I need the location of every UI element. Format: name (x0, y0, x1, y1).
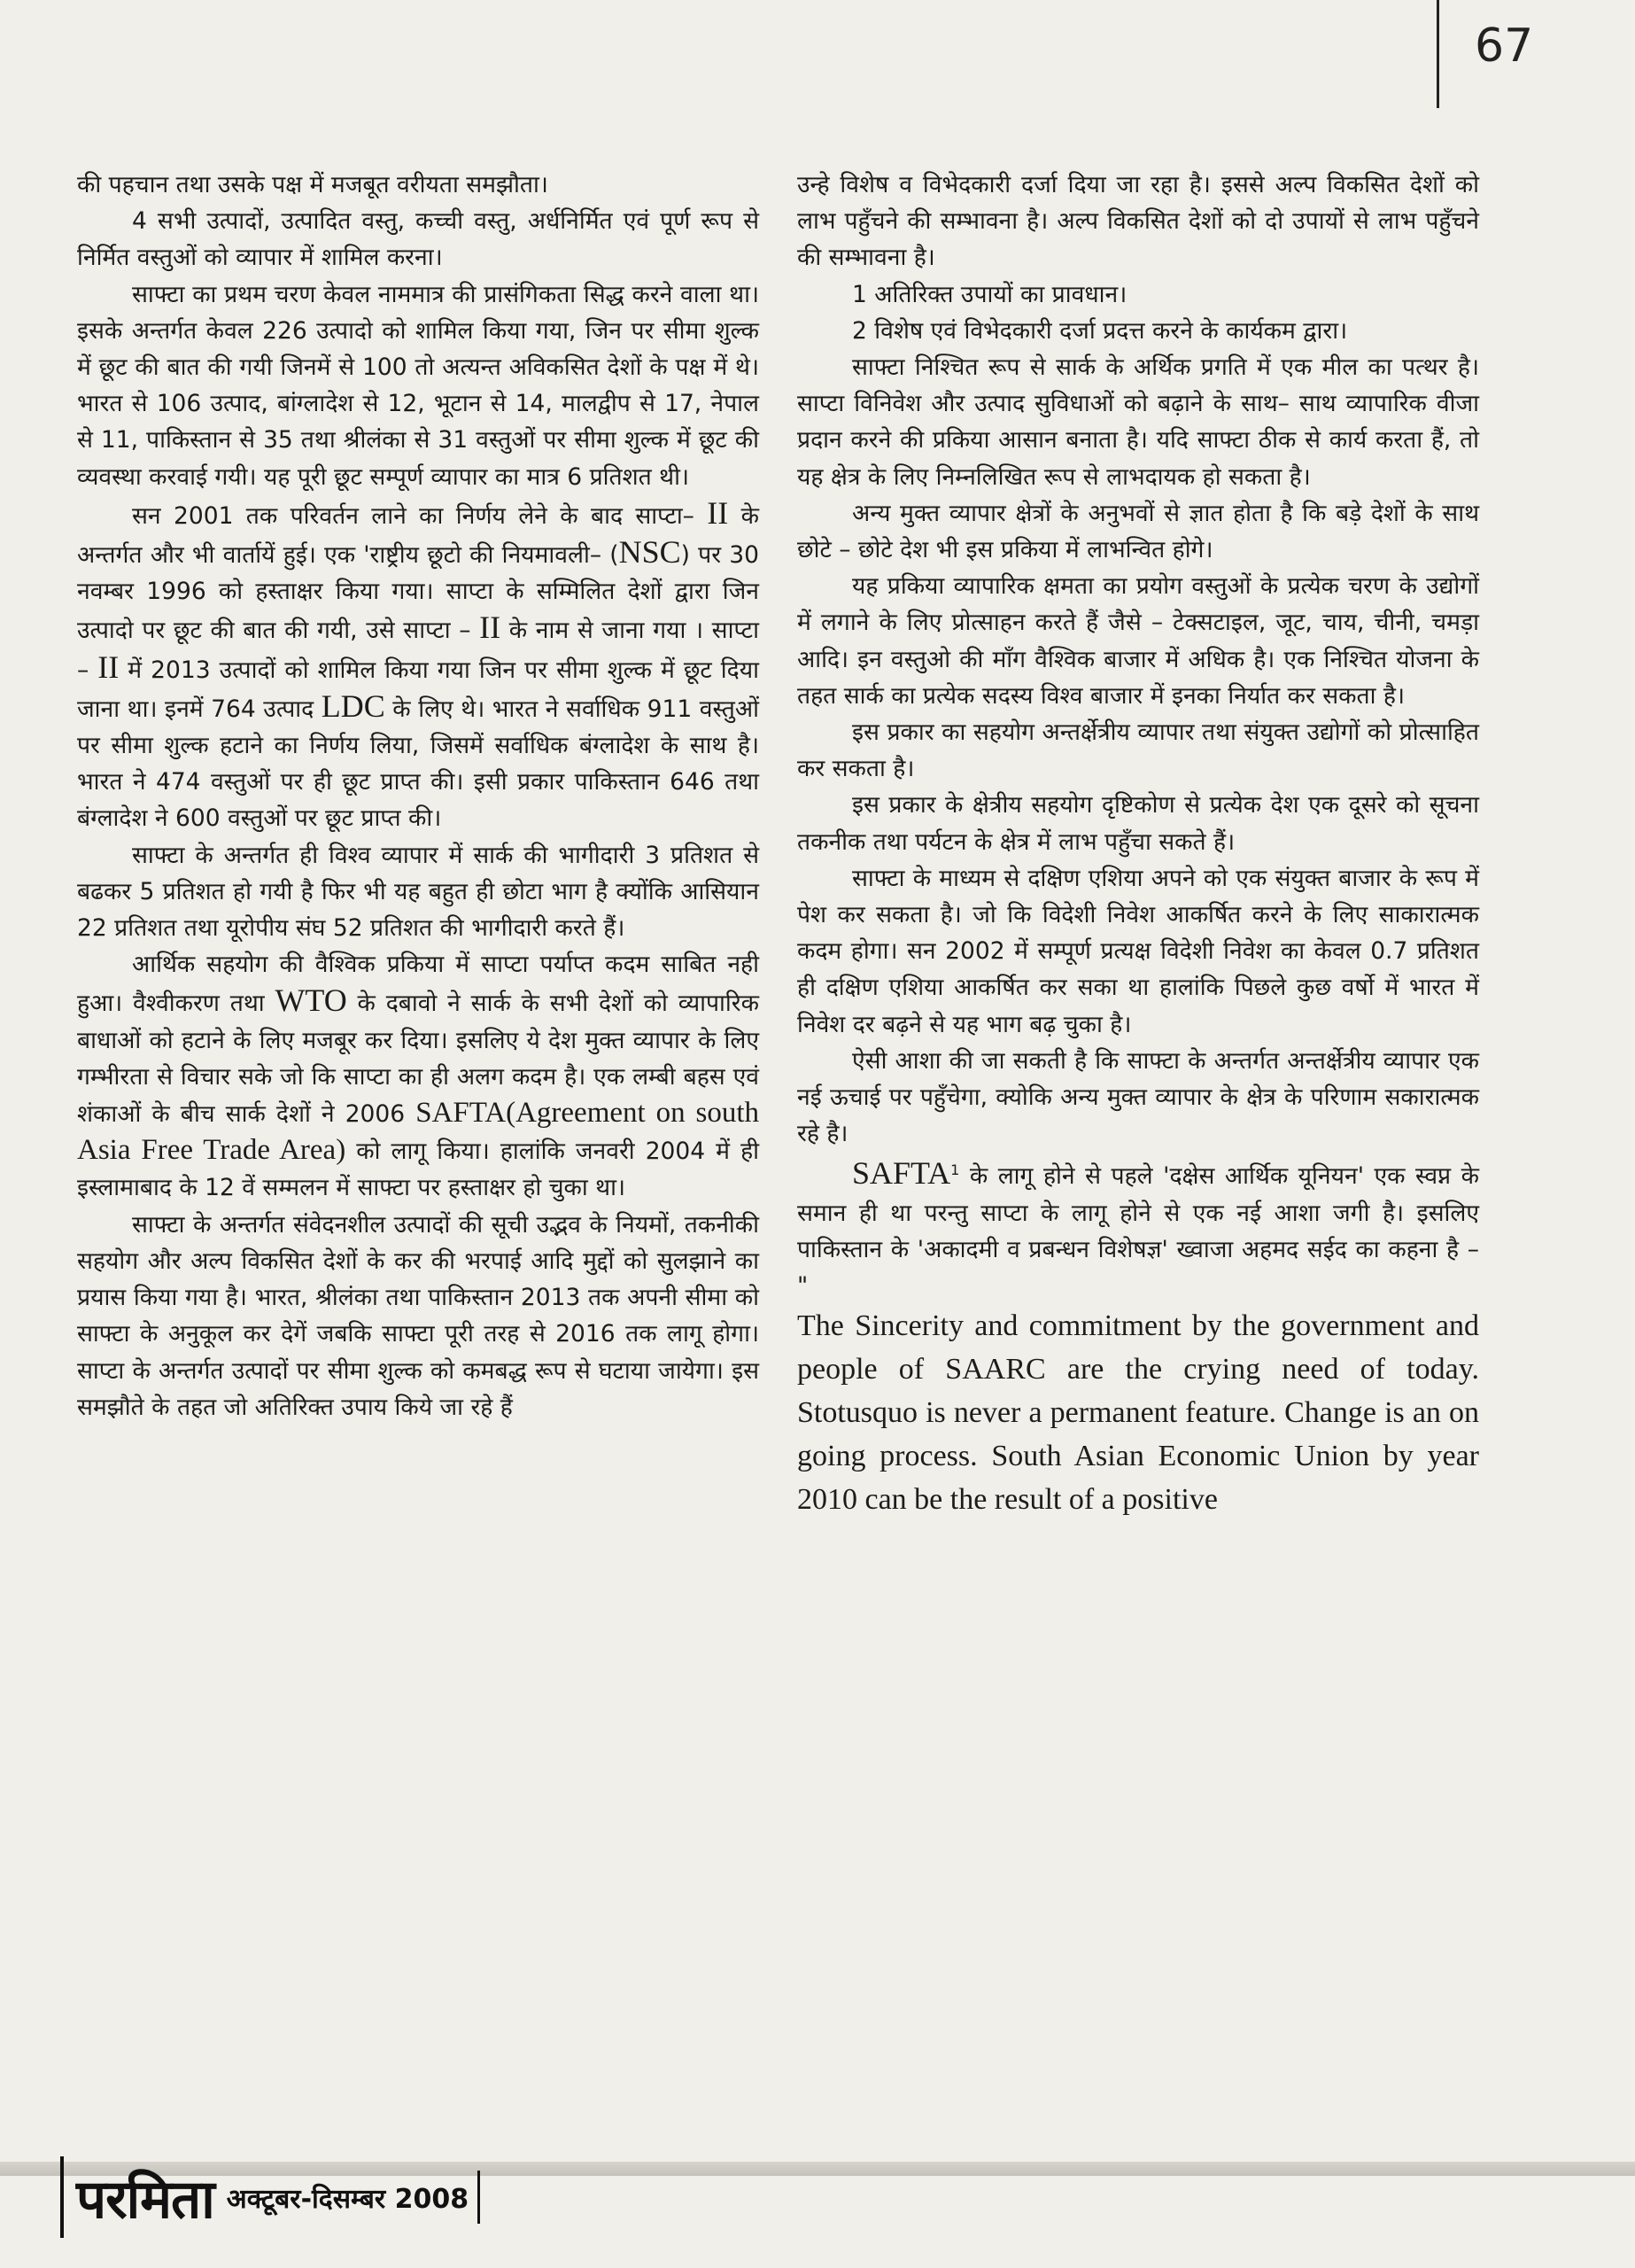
text-run: आर्थिक सहयोग की वैश्विक प्रकिया में साप्टा पर्याप्त कदम साबित नही हुआ। वैश्वीकरण तथा (77, 951, 759, 1018)
footer-divider (477, 2171, 480, 2224)
paragraph: साफ्टा निश्चित रूप से सार्क के अर्थिक प्रगति में एक मील का पत्थर है। साप्टा विनिवेश और उत्पाद सुविधाओं को बढ़ाने के साथ– साथ व्यापारिक वीजा प्रदान करने की प्रकिया आसान बनाता है। यदि साफ्टा ठीक से कार्य करता हैं, तो यह क्षेत्र के लिए निम्नलिखित रूप से लाभदायक हो सकता है। (797, 353, 1479, 491)
nsc-abbreviation: NSC (618, 534, 681, 571)
ldc-abbreviation: LDC (321, 687, 385, 724)
roman-numeral: II (707, 494, 729, 531)
paragraph: साफ्टा के अन्तर्गत संवेदनशील उत्पादों की सूची उद्भव के नियमों, तकनीकी सहयोग और अल्प विकसित देशों के कर की भरपाई आदि मुद्दों को सुलझाने का प्रयास किया गया है। भारत, श्रीलंका तथा पाकिस्तान 2013 तक अपनी सीमा को साफ्टा के अनुकूल कर देगें जबकि साफ्टा पूरी तरह से 2016 तक लागू होगा। साप्टा के अन्तर्गत उत्पादों पर सीमा शुल्क को कमबद्ध रूप से घटाया जायेगा। इस समझौते के तहत जो अतिरिक्त उपाय किये जा रहे हैं (77, 1210, 759, 1421)
page-number-rule (1437, 0, 1439, 108)
page-number: 67 (1475, 19, 1534, 73)
text-run: के अन्तर्गत और भी वार्तायें हुई। एक 'राष्ट्रीय छूटो की नियमावली– ( (77, 501, 759, 570)
page-footer (60, 2153, 480, 2241)
paragraph: यह प्रकिया व्यापारिक क्षमता का प्रयोग वस्तुओं के प्रत्येक चरण के उद्योगों में लगाने के लिए प्रोत्साहन करते हैं जैसे – टेक्सटाइल, जूट, चाय, चीनी, चमड़ा आदि। इन वस्तुओ की माँग वैश्विक बाजार में अधिक है। एक निश्चित योजना के तहत सार्क का प्रत्येक सदस्य विश्व बाजार में इनका निर्यात कर सकता है। (797, 572, 1479, 710)
paragraph: ऐसी आशा की जा सकती है कि साफ्टा के अन्तर्गत अन्तर्क्षेत्रीय व्यापार एक नई ऊचाई पर पहुँचेगा, क्योकि अन्य मुक्त व्यापार के क्षेत्र के परिणाम सकारात्मक रहे है। (797, 1046, 1479, 1148)
footnote-marker: 1 (950, 1161, 960, 1179)
paragraph: इस प्रकार का सहयोग अन्तर्क्षेत्रीय व्यापार तथा संयुक्त उद्योगों को प्रोत्साहित कर सकता है। (797, 718, 1479, 783)
footer-divider (60, 2156, 64, 2238)
safta-full-name: SAFTA(Agreement on south Asia Free Trade Area) (77, 1097, 759, 1167)
magazine-title: परमिता (76, 2169, 214, 2231)
text-run: के दबावो ने सार्क के सभी देशों को व्यापारिक बाधाओं को हटाने के लिए मजबूर कर दिया। इसलिए ये देश मुक्त व्यापार के लिए गम्भीरता से विचार सके जो कि साप्टा का ही अलग कदम है। एक लम्बी बहस एवं शंकाओं के बीच सार्क देशों ने 2006 (77, 990, 759, 1129)
left-column (77, 167, 759, 1425)
paragraph: साफ्टा का प्रथम चरण केवल नाममात्र की प्रासंगिकता सिद्ध करने वाला था। इसके अन्तर्गत केवल 226 उत्पादो को शामिल किया गया, जिन पर सीमा शुल्क में छूट की बात की गयी जिनमें से 100 तो अत्यन्त अविकसित देशों के पक्ष में थे। भारत से 106 उत्पाद, बांग्लादेश से 12, भूटान से 14, मालद्वीप से 17, नेपाल से 11, पाकिस्तान से 35 तथा श्रीलंका से 31 वस्तुओं पर सीमा शुल्क में छूट की व्यवस्था करवाई गयी। यह पूरी छूट सम्पूर्ण व्यापार का मात्र 6 प्रतिशत थी। (77, 280, 759, 491)
roman-numeral: II (479, 610, 501, 646)
text-run: के लागू होने से पहले 'दक्षेस आर्थिक यूनियन' एक स्वप्न के समान ही था परन्तु साप्टा के लागू होने से एक नई आशा जगी है। इसलिए पाकिस्तान के 'अकादमी व प्रबन्धन विशेषज्ञ' ख्वाजा अहमद सईद का कहना है – " (797, 1162, 1479, 1300)
paragraph: इस प्रकार के क्षेत्रीय सहयोग दृष्टिकोण से प्रत्येक देश एक दूसरे को सूचना तकनीक तथा पर्यटन के क्षेत्र में लाभ पहुँचा सकते हैं। (797, 791, 1479, 856)
safta-abbreviation: SAFTA (852, 1155, 951, 1192)
text-run: के लिए थे। भारत ने सर्वाधिक 911 वस्तुओं पर सीमा शुल्क हटाने का निर्णय लिया, जिसमें सर्वाधिक बंग्लादेश के साथ है। भारत ने 474 वस्तुओं पर ही छूट प्राप्त की। इसी प्रकार पाकिस्तान 646 तथा बंग्लादेश ने 600 वस्तुओं पर छूट प्राप्त की। (77, 695, 759, 833)
paragraph (797, 1152, 1479, 1304)
paragraph: उन्हे विशेष व विभेदकारी दर्जा दिया जा रहा है। इससे अल्प विकसित देशों को लाभ पहुँचने की सम्भावना है। अल्प विकसित देशों को दो उपायों से लाभ पहुँचने की सम्भावना है। (797, 171, 1479, 272)
roman-numeral: II (97, 649, 120, 685)
paragraph: अन्य मुक्त व्यापार क्षेत्रों के अनुभवों से ज्ञात होता है कि बड़े देशों के साथ छोटे – छोटे देश भी इस प्रकिया में लाभन्वित होगे। (797, 499, 1479, 564)
right-column (797, 167, 1479, 1521)
text-run: में 2013 उत्पादों को शामिल किया गया जिन पर सीमा शुल्क में छूट दिया जाना था। इनमें 764 उत्पाद (77, 656, 759, 723)
list-item: 2 विशेष एवं विभेदकारी दर्जा प्रदत्त करने के कार्यकम द्वारा। (852, 316, 1348, 345)
text-run: के नाम से जाना गया । साप्टा – (77, 617, 759, 684)
paragraph: 4 सभी उत्पादों, उत्पादित वस्तु, कच्ची वस्तु, अर्धनिर्मित एवं पूर्ण रूप से निर्मित वस्तुओं को व्यापार में शामिल करना। (77, 207, 759, 272)
english-quote: The Sincerity and commitment by the government and people of SAARC are the crying need of today. Stotusquo is never a permanent feature. Change is an on going process. South Asian Economic Union by year 2010 can be the result of a positive (797, 1309, 1479, 1517)
text-run: ) पर 30 नवम्बर 1996 को हस्ताक्षर किया गया। साप्टा के सम्मिलित देशों द्वारा जिन उत्पादो पर छूट की बात की गयी, उसे साप्टा – (77, 541, 759, 645)
list-item: 1 अतिरिक्त उपायों का प्रावधान। (852, 280, 1127, 308)
paragraph (77, 495, 759, 837)
paragraph: की पहचान तथा उसके पक्ष में मजबूत वरीयता समझौता। (77, 171, 548, 198)
paragraph: साफ्टा के माध्यम से दक्षिण एशिया अपने को एक संयुक्त बाजार के रूप में पेश कर सकता है। जो कि विदेशी निवेश आकर्षित करने के लिए साकारात्मक कदम होगा। सन 2002 में सम्पूर्ण प्रत्यक्ष विदेशी निवेश का केवल 0.7 प्रतिशत ही दक्षिण एशिया आकर्षित कर सका था हालांकि पिछले कुछ वर्षो में भारत में निवेश दर बढ़ने से यह भाग बढ़ चुका है। (797, 864, 1479, 1038)
text-run: को लागू किया। हालांकि जनवरी 2004 में ही इस्लामाबाद के 12 वें सम्मलन में साफ्टा पर हस्ताक्षर हो चुका था। (77, 1138, 760, 1202)
paragraph: साफ्टा के अन्तर्गत ही विश्व व्यापार में सार्क की भागीदारी 3 प्रतिशत से बढकर 5 प्रतिशत हो गयी है फिर भी यह बहुत ही छोटा भाग है क्योंकि आसियान 22 प्रतिशत तथा यूरोपीय संघ 52 प्रतिशत की भागीदारी करते हैं। (77, 841, 759, 943)
text-run: सन 2001 तक परिवर्तन लाने का निर्णय लेने के बाद साप्टा– (132, 501, 708, 530)
issue-date: अक्टूबर-दिसम्बर 2008 (226, 2183, 469, 2215)
wto-abbreviation: WTO (275, 983, 347, 1019)
paragraph (77, 946, 759, 1206)
